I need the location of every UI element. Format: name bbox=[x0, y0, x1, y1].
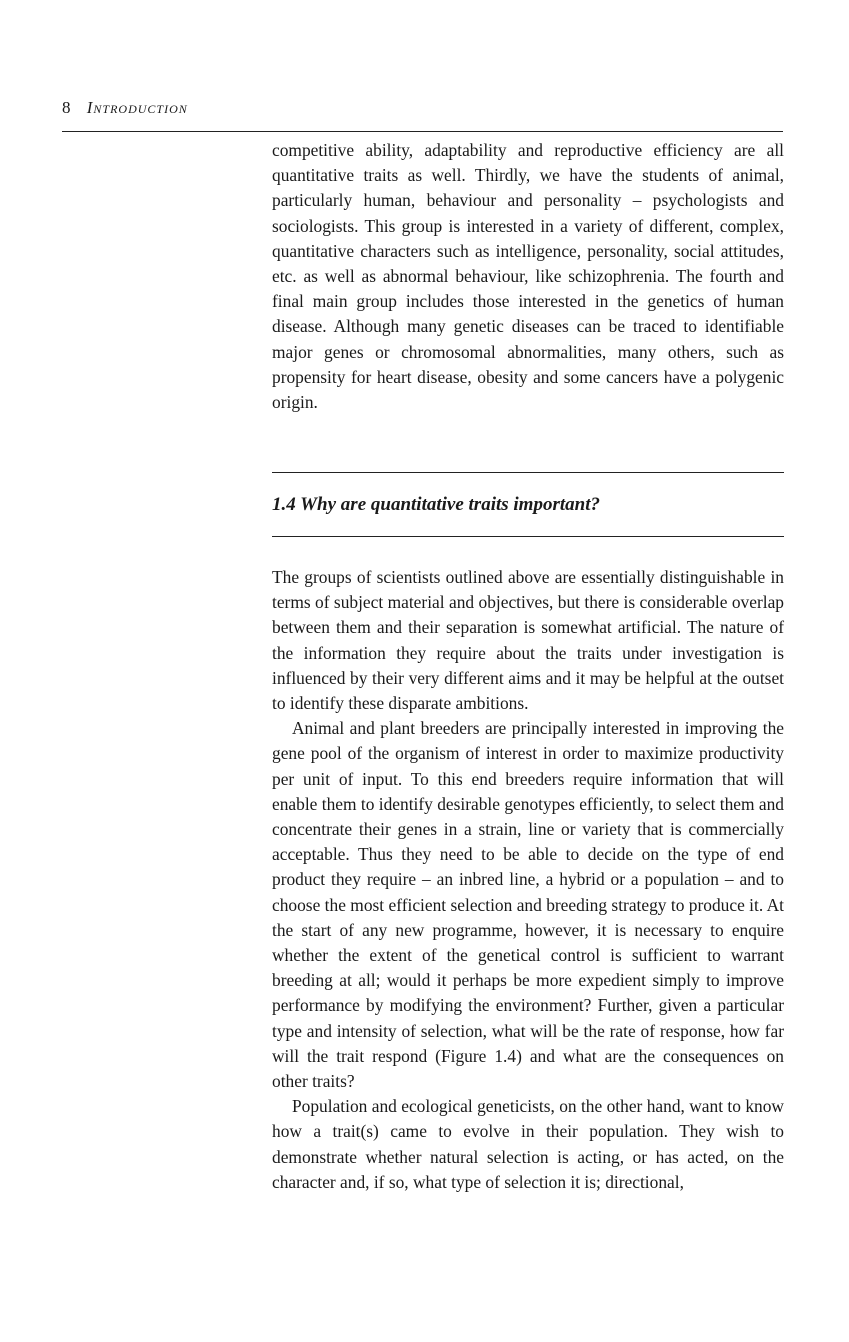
section-body bbox=[272, 565, 784, 1195]
running-head bbox=[62, 98, 188, 118]
section-paragraph-2: Animal and plant breeders are principally interested in improving the gene pool of the organism of interest in order to maximize productivity per unit of input. To this end breeders require information that will enable them to identify desirable genotypes efficiently, to select them and concentrate their genes in a strain, line or variety that is commercially acceptable. Thus they need to be able to decide on the type of end product they require – an inbred line, a hybrid or a population – and to choose the most efficient selection and breeding strategy to produce it. At the start of any new programme, however, it is necessary to enquire whether the extent of the genetical control is sufficient to warrant breeding at all; would it perhaps be more expedient simply to improve performance by modifying the environment? Further, given a particular type and intensity of selection, what will be the rate of response, how far will the trait respond (Figure 1.4) and what are the consequences on other traits? bbox=[272, 718, 784, 1092]
section-paragraph-1: The groups of scientists outlined above are essentially distinguishable in terms of subject material and objectives, but there is considerable overlap between them and their separation is somewhat artificial. The nature of the information they require about the traits under investigation is influenced by their very different aims and it may be helpful at the outset to identify these disparate ambitions. bbox=[272, 567, 784, 714]
section-rule-bottom bbox=[272, 536, 784, 537]
continued-paragraph: competitive ability, adaptability and reproductive efficiency are all quantitative traits as well. Thirdly, we have the students of animal, particularly human, behaviour and personality – psychologists and sociologists. This group is interested in a variety of different, complex, quantitative characters such as intelligence, personality, social attitudes, etc. as well as abnormal behaviour, like schizophrenia. The fourth and final main group includes those interested in the genetics of human disease. Although many genetic diseases can be traced to identifiable major genes or chromosomal abnormalities, many others, such as propensity for heart disease, obesity and some cancers have a polygenic origin. bbox=[272, 140, 784, 413]
section-rule-top bbox=[272, 472, 784, 473]
continued-text-block bbox=[272, 138, 784, 415]
section-heading: 1.4 Why are quantitative traits important? bbox=[272, 494, 600, 515]
section-paragraph-3: Population and ecological geneticists, on the other hand, want to know how a trait(s) came to evolve in their population. They wish to demonstrate whether natural selection is acting, or has acted, on the character and, if so, what type of selection it is; directional, bbox=[272, 1096, 784, 1192]
running-head-title: Introduction bbox=[86, 98, 188, 117]
header-rule bbox=[62, 131, 783, 132]
page-number: 8 bbox=[62, 98, 72, 117]
